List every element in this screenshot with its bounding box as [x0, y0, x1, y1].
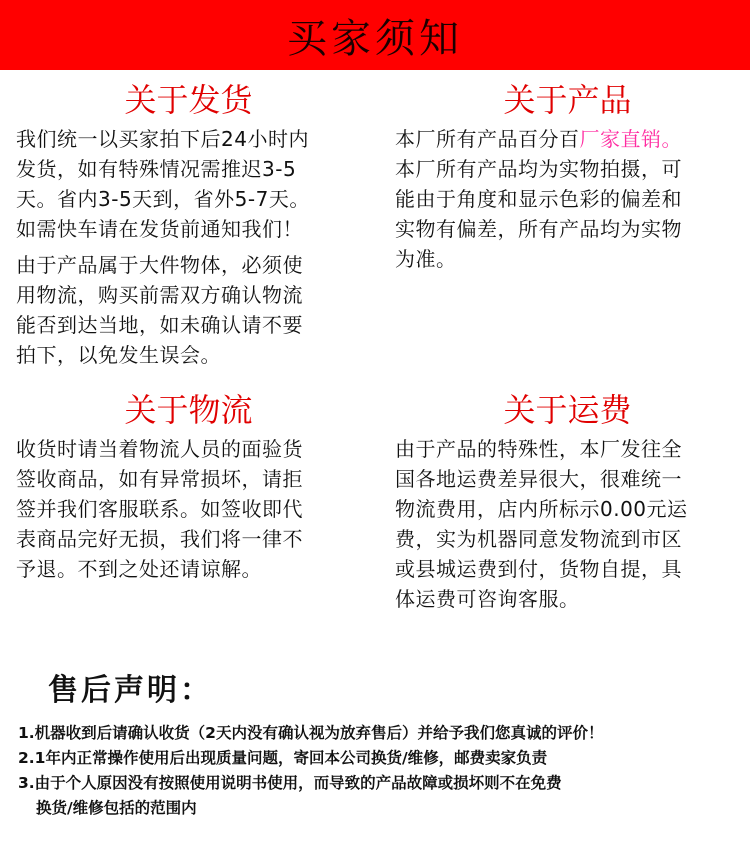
freight-paragraph	[395, 434, 740, 614]
text-line: 体运费可咨询客服。	[395, 587, 580, 611]
section-product	[395, 80, 740, 274]
section-title-product: 关于产品	[503, 81, 632, 119]
text-line: 用物流，购买前需双方确认物流	[16, 283, 303, 307]
section-title-logistics: 关于物流	[124, 391, 253, 429]
text-line	[395, 124, 740, 154]
text-line: 发货，如有特殊情况需推迟3-5	[16, 157, 297, 181]
after-sales-item: 换货/维修包括的范围内	[36, 799, 197, 817]
text-line: 或县城运费到付，货物自提，具	[395, 557, 682, 581]
page-title: 买家须知	[287, 15, 463, 62]
shipping-paragraph-1	[16, 124, 361, 244]
text-line: 收货时请当着物流人员的面验货	[16, 437, 303, 461]
text-line: 如需快车请在发货前通知我们！	[16, 217, 303, 241]
text-line: 签收商品，如有异常损坏，请拒	[16, 467, 303, 491]
text-segment: 本厂所有产品百分百	[395, 127, 580, 151]
text-line: 天。省内3-5天到，省外5-7天。	[16, 187, 310, 211]
text-line: 拍下，以免发生误会。	[16, 343, 221, 367]
product-paragraph	[395, 124, 740, 274]
section-title-shipping: 关于发货	[124, 81, 253, 119]
text-line: 能由于角度和显示色彩的偏差和	[395, 187, 682, 211]
text-line: 本厂所有产品均为实物拍摄，可	[395, 157, 682, 181]
section-title-freight: 关于运费	[503, 391, 632, 429]
section-logistics	[16, 390, 361, 584]
text-line: 为准。	[395, 247, 457, 271]
after-sales-title: 售后声明：	[48, 673, 213, 708]
text-line: 由于产品的特殊性，本厂发往全	[395, 437, 682, 461]
text-line: 我们统一以买家拍下后24小时内	[16, 127, 309, 151]
after-sales-list	[18, 722, 743, 819]
text-line: 签并我们客服联系。如签收即代	[16, 497, 303, 521]
header-banner	[0, 0, 750, 70]
after-sales-item: 2.1年内正常操作使用后出现质量问题，寄回本公司换货/维修，邮费卖家负责	[18, 749, 548, 767]
logistics-paragraph	[16, 434, 361, 584]
text-line: 物流费用，店内所标示0.00元运	[395, 497, 688, 521]
shipping-paragraph-2	[16, 250, 361, 370]
text-line: 能否到达当地，如未确认请不要	[16, 313, 303, 337]
text-line: 国各地运费差异很大，很难统一	[395, 467, 682, 491]
text-line: 由于产品属于大件物体，必须使	[16, 253, 303, 277]
text-line: 实物有偏差，所有产品均为实物	[395, 217, 682, 241]
text-line: 予退。不到之处还请谅解。	[16, 557, 262, 581]
after-sales-item: 1.机器收到后请确认收货（2天内没有确认视为放弃售后）并给予我们您真诚的评价！	[18, 724, 604, 742]
section-shipping	[16, 80, 361, 370]
after-sales-item: 3.由于个人原因没有按照使用说明书使用，而导致的产品故障或损坏则不在免费	[18, 774, 562, 792]
text-line: 费，实为机器同意发物流到市区	[395, 527, 682, 551]
text-line: 表商品完好无损，我们将一律不	[16, 527, 303, 551]
section-freight	[395, 390, 740, 614]
highlight-text: 厂家直销。	[579, 127, 682, 151]
